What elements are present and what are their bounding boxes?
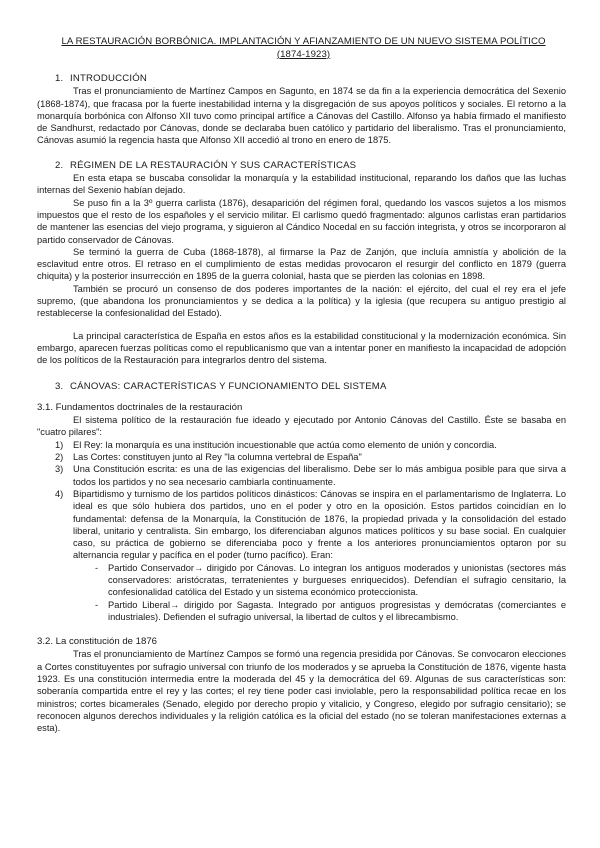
list-marker: 3)	[55, 464, 64, 475]
paragraph: Se terminó la guerra de Cuba (1868-1878), al firmarse la Paz de Zanjón, que incluía amnistía y abolición de la esclavitud entre otros. El retraso en el cumplimiento de estas medidas provocaron el resurgir del conflicto en 1879 (guerra chiquita) y la posterior insurrección en 1895 de la guerra colonial, hasta que se pierden las colonias en 1898.	[37, 246, 566, 282]
parties-list	[37, 562, 566, 623]
section-1-heading	[55, 73, 566, 85]
list-item-text: Partido Liberal→ dirigido por Sagasta. Integrado por antiguos progresistas y demócratas (comerciantes e industriales). Defienden el sufragio universal, la libertad de cultos y el librecambismo.	[108, 599, 566, 622]
list-item	[37, 451, 566, 463]
section-number: 1.	[55, 73, 64, 84]
list-marker: -	[95, 562, 99, 573]
list-item	[37, 439, 566, 451]
section-number: 2.	[55, 159, 64, 171]
list-marker: 1)	[55, 439, 64, 450]
pillars-list	[37, 439, 566, 562]
section-3-heading	[55, 381, 566, 393]
paragraph: La principal característica de España en estos años es la estabilidad constitucional y la modernización económica. Sin embargo, aparecen fuerzas políticas como el republicanismo que van a intentar poner en manifiesto la incapacidad de adopción de los políticos de la Restauración para integrarlos dentro del sistema.	[37, 330, 566, 366]
paragraph: Tras el pronunciamiento de Martínez Campos se formó una regencia presidida por Cánovas. Se convocaron elecciones a Cortes constituyentes por sufragio universal con triunfo de los moderados y se aprueba la Constitución de 1876, vigente hasta 1923. Es una constitución intermedia entre la moderada del 45 y la democrática del 69. Algunas de sus características son: soberanía compartida entre el rey y las cortes; el rey tiene poder casi inviolable, pero la responsabilidad política recae en los ministros; cortes bicamerales (Senado, elegido por derecho propio y vitalicio, y Congreso, elegido por sufragio censitario); se reconocen algunos derechos individuales y la religión católica es la oficial del estado (no se toleran manifestaciones externas a esta).	[37, 649, 566, 734]
paragraph: Se puso fin a la 3º guerra carlista (1876), desaparición del régimen foral, quedando los vascos sujetos a los mismos impuestos que el resto de los españoles y el servicio militar. El carlismo quedó fragmentado: algunos carlistas eran partidarios de mantener las esencias del viejo programa, y siguieron al Cándico Nocedal en su facción integrista, y otros se incorporaron al partido conservador de Cánovas.	[37, 197, 566, 245]
list-item-text: Las Cortes: constituyen junto al Rey "la columna vertebral de España"	[73, 452, 362, 463]
document-title	[41, 36, 566, 61]
list-item	[37, 562, 566, 599]
list-marker: 2)	[55, 452, 64, 463]
paragraph: En esta etapa se buscaba consolidar la monarquía y la estabilidad institucional, reparando los daños que las luchas internas del Sexenio habían dejado.	[37, 173, 566, 196]
title-line-2: (1874-1923)	[276, 48, 331, 60]
paragraph: El sistema político de la restauración fue ideado y ejecutado por Antonio Cánovas del Castillo. Éste se basaba en "cuatro pilares":	[37, 415, 566, 438]
section-title: RÉGIMEN DE LA RESTAURACIÓN Y SUS CARACTERÍSTICAS	[70, 159, 357, 171]
list-item	[37, 599, 566, 624]
list-item-text: Bipartidismo y turnismo de los partidos políticos dinásticos: Cánovas se inspira en el parlamentarismo de Inglaterra. Lo ideal es que sólo hubiera dos partidos, uno en el poder y otro en la oposición. Estos partidos coincidían en lo fundamental: defensa de la Monarquía, la Constitución de 1876, la propiedad privada y la consolidación del estado liberal, unitario y centralista. Sin embargo, los diferenciaban algunos matices políticos y su base social. En cualquier caso, su práctica de gobierno se diferenciaba poco y frente a los anteriores pronunciamientos optaron por su alternancia regular y pacífica en el poder (turno pacífico). Eran:	[73, 488, 566, 561]
paragraph: Tras el pronunciamiento de Martínez Campos en Sagunto, en 1874 se da fin a la experiencia democrática del Sexenio (1868-1874), que fracasa por la fuerte inestabilidad interna y la disgregación de sus apoyos políticos y sociales. El retorno a la monarquía borbónica con Alfonso XII tuvo como principal artífice a Cánovas del Castillo. Alfonso ya había firmado el manifiesto de Sandhurst, redactado por Cánovas, donde se declaraba buen católico y partidario del liberalismo. Tras el pronunciamiento, Cánovas asumió la regencia hasta que Alfonso XII accedió al trono en enero de 1875.	[37, 86, 566, 146]
section-2-heading	[55, 160, 566, 172]
section-title: CÁNOVAS: CARACTERÍSTICAS Y FUNCIONAMIENTO DEL SISTEMA	[70, 380, 387, 392]
subsection-3-2-heading: 3.2. La constitución de 1876	[37, 636, 158, 648]
list-item-text: Partido Conservador→ dirigido por Cánovas. Lo integran los antiguos moderados y unionistas (sectores más conservadores: aristócratas, terratenientes y burgueses enriquecidos). Defendían el sufragio censitario, la confesionalidad católica del Estado y un sistema económico proteccionista.	[108, 562, 566, 598]
paragraph: También se procuró un consenso de dos poderes importantes de la nación: el ejército, del cual el rey era el jefe supremo, (que abandona los pronunciamientos y se dedica a la política) y la iglesia (que recupera su antiguo prestigio al restablecerse la confesionalidad del Estado).	[37, 283, 566, 319]
list-marker: -	[95, 599, 99, 610]
subsection-3-1-heading: 3.1. Fundamentos doctrinales de la restauración	[37, 401, 243, 413]
section-number: 3.	[55, 380, 64, 392]
title-line-1: LA RESTAURACIÓN BORBÓNICA. IMPLANTACIÓN Y AFIANZAMIENTO DE UN NUEVO SISTEMA POLÍTICO	[61, 36, 546, 47]
section-title: INTRODUCCIÓN	[70, 73, 148, 84]
list-item	[37, 488, 566, 562]
list-marker: 4)	[55, 488, 64, 499]
list-item-text: El Rey: la monarquía es una institución incuestionable que actúa como elemento de unión y concordia.	[73, 439, 497, 450]
list-item-text: Una Constitución escrita: es una de las exigencias del liberalismo. Debe ser lo más ambigua posible para que sirva a todos los partidos y no sea necesario cambiarla continuamente.	[73, 464, 566, 487]
list-item	[37, 463, 566, 488]
